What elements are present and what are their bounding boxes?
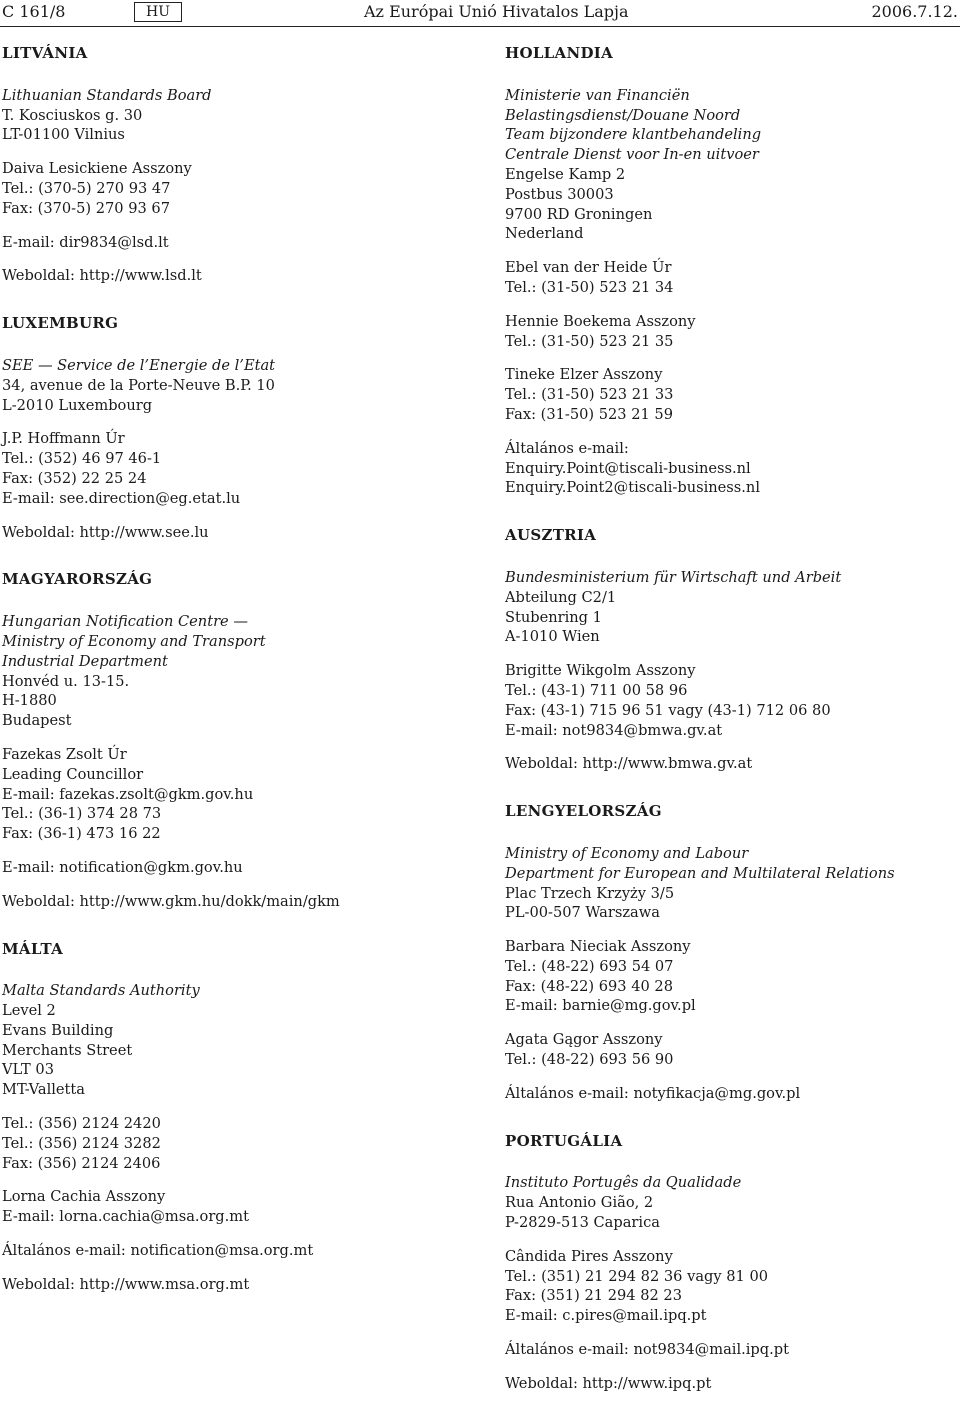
contact-block: [2, 159, 457, 218]
email-link[interactable]: E-mail: not9834@bmwa.gv.at: [505, 721, 723, 739]
contact-block: [2, 429, 457, 508]
text-line: P-2829-513 Caparica: [505, 1214, 660, 1232]
issue-date: 2006.7.12.: [871, 2, 958, 21]
text-line: Budapest: [2, 712, 72, 730]
contact-block: [505, 568, 960, 647]
text-line: MT-Valletta: [2, 1081, 85, 1099]
text-line: Postbus 30003: [505, 185, 614, 203]
text-line: T. Kosciuskos g. 30: [2, 106, 143, 124]
country-heading: MAGYARORSZÁG: [2, 570, 153, 589]
text-line: Lorna Cachia Asszony: [2, 1188, 166, 1206]
contact-block: [2, 858, 457, 878]
text-line: Tel.: (356) 2124 3282: [2, 1134, 161, 1152]
country-section-luxemburg: [2, 314, 457, 542]
text-line: Abteilung C2/1: [505, 588, 617, 606]
text-line: J.P. Hoffmann Úr: [2, 430, 125, 448]
text-line: Ebel van der Heide Úr: [505, 259, 672, 277]
country-section-lengyelorszag: [505, 802, 960, 1104]
text-line: 34, avenue de la Porte-Neuve B.P. 10: [2, 376, 275, 394]
text-line: Plac Trzech Krzyży 3/5: [505, 884, 675, 902]
text-line: Merchants Street: [2, 1041, 133, 1059]
contact-block: [505, 86, 960, 244]
country-heading: LUXEMBURG: [2, 314, 119, 333]
contact-block: [505, 439, 960, 498]
country-heading: HOLLANDIA: [505, 44, 614, 62]
page-header: [0, 2, 960, 24]
text-line: Tel.: (48-22) 693 54 07: [505, 957, 674, 975]
page-number: C 161/8: [2, 2, 66, 21]
text-line: Ministerie van Financiën: [505, 86, 690, 104]
contact-block: [2, 612, 457, 731]
text-line: Brigitte Wikgolm Asszony: [505, 662, 696, 680]
text-line: VLT 03: [2, 1061, 54, 1079]
text-line: Tel.: (36-1) 374 28 73: [2, 805, 162, 823]
contact-block: [505, 1340, 960, 1360]
text-line: Fax: (352) 22 25 24: [2, 469, 147, 487]
website-link[interactable]: Weboldal: http://www.lsd.lt: [2, 267, 202, 285]
text-line: Rua Antonio Gião, 2: [505, 1194, 654, 1212]
text-line: Malta Standards Authority: [2, 982, 200, 1000]
country-section-portugalia: [505, 1132, 960, 1394]
contact-block: [505, 258, 960, 298]
text-line: Instituto Portugês da Qualidade: [505, 1174, 742, 1192]
email-link[interactable]: E-mail: see.direction@eg.etat.lu: [2, 489, 241, 507]
text-line: A-1010 Wien: [505, 628, 600, 646]
left-column: [2, 44, 457, 1323]
email-link[interactable]: E-mail: barnie@mg.gov.pl: [505, 997, 696, 1015]
text-line: SEE — Service de l’Energie de l’Etat: [2, 356, 276, 374]
text-line: H-1880: [2, 692, 57, 710]
text-line: Honvéd u. 13-15.: [2, 672, 130, 690]
text-line: Tel.: (31-50) 523 21 33: [505, 386, 674, 404]
text-line: Fax: (351) 21 294 82 23: [505, 1287, 682, 1305]
contact-block: [505, 1374, 960, 1394]
text-line: Evans Building: [2, 1021, 114, 1039]
text-line: Tel.: (370-5) 270 93 47: [2, 179, 171, 197]
text-line: Fax: (36-1) 473 16 22: [2, 825, 161, 843]
country-section-hollandia: [505, 44, 960, 498]
contact-block: [505, 1247, 960, 1326]
country-section-malta: [2, 940, 457, 1295]
right-column: [505, 44, 960, 1422]
contact-block: [2, 1241, 457, 1261]
text-line: Nederland: [505, 225, 584, 243]
contact-block: [2, 266, 457, 286]
text-line: Fax: (43-1) 715 96 51 vagy (43-1) 712 06 80: [505, 701, 831, 719]
country-heading: MÁLTA: [2, 939, 64, 958]
country-heading: LENGYELORSZÁG: [505, 802, 662, 821]
text-line: Tel.: (356) 2124 2420: [2, 1115, 161, 1133]
text-line: L-2010 Luxembourg: [2, 396, 153, 414]
website-link[interactable]: Weboldal: http://www.see.lu: [2, 523, 209, 541]
text-line: Fax: (31-50) 523 21 59: [505, 405, 673, 423]
contact-block: [505, 312, 960, 352]
contact-block: [2, 1275, 457, 1295]
text-line: Tel.: (48-22) 693 56 90: [505, 1051, 674, 1069]
country-section-magyarorszag: [2, 570, 457, 911]
text-line: Engelse Kamp 2: [505, 165, 626, 183]
text-line: Team bijzondere klantbehandeling: [505, 126, 762, 144]
contact-block: [505, 365, 960, 424]
contact-block: [2, 981, 457, 1100]
contact-block: [505, 937, 960, 1016]
text-line: 9700 RD Groningen: [505, 205, 653, 223]
text-line: Ministry of Economy and Transport: [2, 632, 266, 650]
email-link[interactable]: E-mail: notification@gkm.gov.hu: [2, 858, 243, 876]
language-badge: HU: [134, 2, 182, 22]
text-line: LT-01100 Vilnius: [2, 126, 125, 144]
contact-block: [505, 1084, 960, 1104]
text-line: Lithuanian Standards Board: [2, 86, 212, 104]
text-line: Belastingsdienst/Douane Noord: [505, 106, 741, 124]
contact-block: [2, 892, 457, 912]
contact-block: [2, 86, 457, 145]
text-line: Tel.: (43-1) 711 00 58 96: [505, 681, 688, 699]
email-link[interactable]: E-mail: c.pires@mail.ipq.pt: [505, 1307, 707, 1325]
text-line: Fax: (356) 2124 2406: [2, 1154, 161, 1172]
contact-block: [2, 233, 457, 253]
email-link[interactable]: Általános e-mail: notyfikacja@mg.gov.pl: [505, 1084, 801, 1102]
country-heading: LITVÁNIA: [2, 44, 88, 62]
text-line: Cândida Pires Asszony: [505, 1247, 673, 1265]
text-line: Tineke Elzer Asszony: [505, 366, 663, 384]
text-line: Hungarian Notification Centre —: [2, 613, 248, 631]
text-line: Stubenring 1: [505, 608, 602, 626]
text-line: Ministry of Economy and Labour: [505, 844, 749, 862]
text-line: Bundesministerium für Wirtschaft und Arbeit: [505, 568, 842, 586]
text-line: PL-00-507 Warszawa: [505, 904, 660, 922]
text-line: Tel.: (351) 21 294 82 36 vagy 81 00: [505, 1267, 769, 1285]
contact-block: [505, 661, 960, 740]
website-link[interactable]: Weboldal: http://www.msa.org.mt: [2, 1275, 250, 1293]
email-link[interactable]: Enquiry.Point2@tiscali-business.nl: [505, 479, 760, 497]
email-link[interactable]: E-mail: lorna.cachia@msa.org.mt: [2, 1208, 249, 1226]
country-section-ausztria: [505, 526, 960, 774]
text-line: Tel.: (31-50) 523 21 35: [505, 332, 674, 350]
text-line: Fazekas Zsolt Úr: [2, 745, 127, 763]
email-link[interactable]: Általános e-mail: not9834@mail.ipq.pt: [505, 1341, 789, 1359]
website-link[interactable]: Weboldal: http://www.bmwa.gv.at: [505, 755, 753, 773]
website-link[interactable]: Weboldal: http://www.ipq.pt: [505, 1374, 712, 1392]
text-line: Industrial Department: [2, 652, 168, 670]
text-line: Tel.: (352) 46 97 46-1: [2, 450, 162, 468]
text-line: Fax: (48-22) 693 40 28: [505, 977, 673, 995]
contact-block: [505, 1030, 960, 1070]
email-link[interactable]: E-mail: dir9834@lsd.lt: [2, 233, 169, 251]
text-line: Fax: (370-5) 270 93 67: [2, 199, 170, 217]
text-line: Leading Councillor: [2, 765, 144, 783]
text-line: Centrale Dienst voor In-en uitvoer: [505, 146, 759, 164]
country-section-litvania: [2, 44, 457, 286]
country-heading: AUSZTRIA: [505, 526, 597, 545]
text-line: Általános e-mail:: [505, 439, 629, 457]
text-line: Level 2: [2, 1002, 56, 1020]
email-link[interactable]: E-mail: fazekas.zsolt@gkm.gov.hu: [2, 785, 254, 803]
email-link[interactable]: Általános e-mail: notification@msa.org.mt: [2, 1242, 314, 1260]
country-heading: PORTUGÁLIA: [505, 1131, 623, 1150]
contact-block: [2, 1187, 457, 1227]
text-line: Agata Gągor Asszony: [505, 1031, 663, 1049]
contact-block: [2, 523, 457, 543]
contact-block: [2, 356, 457, 415]
contact-block: [505, 754, 960, 774]
journal-title: Az Európai Unió Hivatalos Lapja: [364, 2, 629, 21]
text-line: Barbara Nieciak Asszony: [505, 938, 691, 956]
contact-block: [505, 1173, 960, 1232]
website-link[interactable]: Weboldal: http://www.gkm.hu/dokk/main/gkm: [2, 892, 340, 910]
email-link[interactable]: Enquiry.Point@tiscali-business.nl: [505, 459, 751, 477]
contact-block: [505, 844, 960, 923]
contact-block: [2, 745, 457, 844]
text-line: Daiva Lesickiene Asszony: [2, 160, 192, 178]
text-line: Department for European and Multilateral Relations: [505, 864, 895, 882]
header-divider: [0, 26, 960, 27]
text-line: Hennie Boekema Asszony: [505, 312, 696, 330]
contact-block: [2, 1114, 457, 1173]
text-line: Tel.: (31-50) 523 21 34: [505, 278, 674, 296]
